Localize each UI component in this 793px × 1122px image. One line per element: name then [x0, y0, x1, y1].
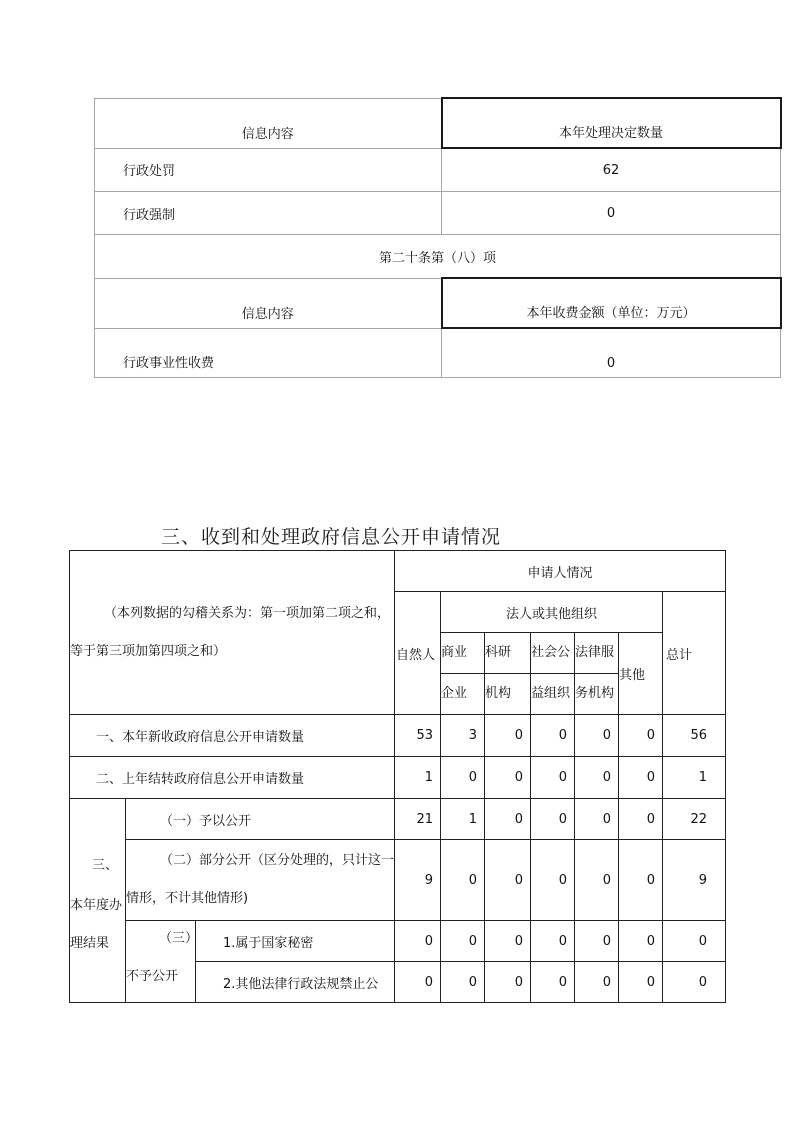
cell-value: 0: [441, 757, 485, 799]
cell-value: 0: [619, 757, 663, 799]
cell-value: 0: [485, 757, 531, 799]
cell-value: 3: [441, 715, 485, 757]
header-decision-count: 本年处理决定数量: [442, 98, 781, 148]
cell-value: 0: [619, 962, 663, 1003]
cell-total: 1: [663, 757, 726, 799]
row-label-disclosed: （一）予以公开: [126, 799, 395, 840]
cell-value: 0: [619, 799, 663, 840]
row-label-penalty: 行政处罚: [95, 148, 442, 192]
disposal-table: [94, 97, 782, 378]
section-title-article-20-8: 第二十条第（八）项: [95, 235, 781, 279]
cell-value: 9: [395, 840, 441, 921]
cell-value: 0: [619, 921, 663, 962]
cell-total: 0: [663, 921, 726, 962]
row-value-admin-fee: 0: [442, 328, 781, 378]
cell-value: 0: [575, 715, 619, 757]
cell-value: 21: [395, 799, 441, 840]
total-header: 总计: [663, 592, 726, 715]
legal-entity-header: 法人或其他组织: [441, 592, 663, 633]
social-header-2: 益组织: [531, 674, 575, 715]
research-header-1: 科研: [485, 633, 531, 674]
section-heading: 三、收到和处理政府信息公开申请情况: [161, 526, 502, 548]
sub-header-fee-amount: 本年收费金额（单位：万元）: [442, 278, 781, 328]
row-label-line-1: （二）部分公开（区分处理的，只计这一: [160, 853, 395, 868]
cell-value: 0: [619, 840, 663, 921]
row-label-new-requests: 一、本年新收政府信息公开申请数量: [70, 715, 395, 757]
cell-value: 0: [531, 799, 575, 840]
sub-header-info-content: 信息内容: [95, 278, 442, 328]
cell-value: 0: [531, 962, 575, 1003]
cell-value: 0: [575, 799, 619, 840]
table-row: [70, 921, 726, 962]
cell-value: 0: [485, 799, 531, 840]
cell-value: 0: [485, 840, 531, 921]
note-line-1: （本列数据的勾稽关系为：第一项加第二项之和，: [104, 605, 391, 621]
cell-value: 0: [395, 921, 441, 962]
cell-total: 9: [663, 840, 726, 921]
legal-service-header-2: 务机构: [575, 674, 619, 715]
cell-value: 0: [575, 757, 619, 799]
other-header: 其他: [619, 633, 663, 715]
sub-group-line-2: 不予公开: [126, 969, 179, 984]
note-cell: [70, 551, 395, 715]
cell-total: 56: [663, 715, 726, 757]
table-row: [70, 715, 726, 757]
cell-value: 53: [395, 715, 441, 757]
sub-group-line-1: （三）: [159, 931, 199, 946]
business-header-2: 企业: [441, 674, 485, 715]
header-info-content: 信息内容: [95, 98, 442, 148]
row-value-enforcement: 0: [442, 192, 781, 235]
group-line-1: 三、: [92, 858, 119, 873]
cell-value: 1: [395, 757, 441, 799]
cell-value: 0: [531, 715, 575, 757]
cell-value: 0: [441, 962, 485, 1003]
social-header-1: 社会公: [531, 633, 575, 674]
cell-value: 1: [441, 799, 485, 840]
row-label-enforcement: 行政强制: [95, 192, 442, 235]
cell-value: 0: [485, 962, 531, 1003]
cell-total: 22: [663, 799, 726, 840]
cell-value: 0: [485, 921, 531, 962]
cell-value: 0: [485, 715, 531, 757]
natural-person-header: 自然人: [395, 592, 441, 715]
cell-value: 0: [441, 840, 485, 921]
cell-value: 0: [575, 921, 619, 962]
sub-group-not-disclosed: [126, 921, 199, 1003]
cell-value: 0: [575, 962, 619, 1003]
table-row: [70, 799, 726, 840]
cell-total: 0: [663, 962, 726, 1003]
cell-value: 0: [575, 840, 619, 921]
cell-value: 0: [395, 962, 441, 1003]
note-line-2: 等于第三项加第四项之和）: [70, 643, 227, 659]
applicant-header: 申请人情况: [395, 551, 726, 592]
cell-value: 0: [619, 715, 663, 757]
row-label-line-2: 情形，不计其他情形): [126, 891, 249, 906]
business-header-1: 商业: [441, 633, 485, 674]
row-label-law-prohibited: 2.其他法律行政法规禁止公: [196, 962, 395, 1003]
table-row: [70, 757, 726, 799]
group-line-3: 理结果: [70, 936, 110, 951]
table-row: [70, 840, 726, 921]
row-label-partially-disclosed: [126, 840, 395, 921]
row-label-state-secret: 1.属于国家秘密: [196, 921, 395, 962]
group-label-results: [70, 799, 126, 1003]
cell-value: 0: [531, 921, 575, 962]
cell-value: 0: [531, 840, 575, 921]
research-header-2: 机构: [485, 674, 531, 715]
request-table: [69, 550, 726, 1003]
legal-service-header-1: 法律服: [575, 633, 619, 674]
row-label-admin-fee: 行政事业性收费: [95, 328, 442, 378]
group-line-2: 本年度办: [70, 898, 123, 913]
cell-value: 0: [531, 757, 575, 799]
row-label-carryover: 二、上年结转政府信息公开申请数量: [70, 757, 395, 799]
cell-value: 0: [441, 921, 485, 962]
row-value-penalty: 62: [442, 148, 781, 192]
